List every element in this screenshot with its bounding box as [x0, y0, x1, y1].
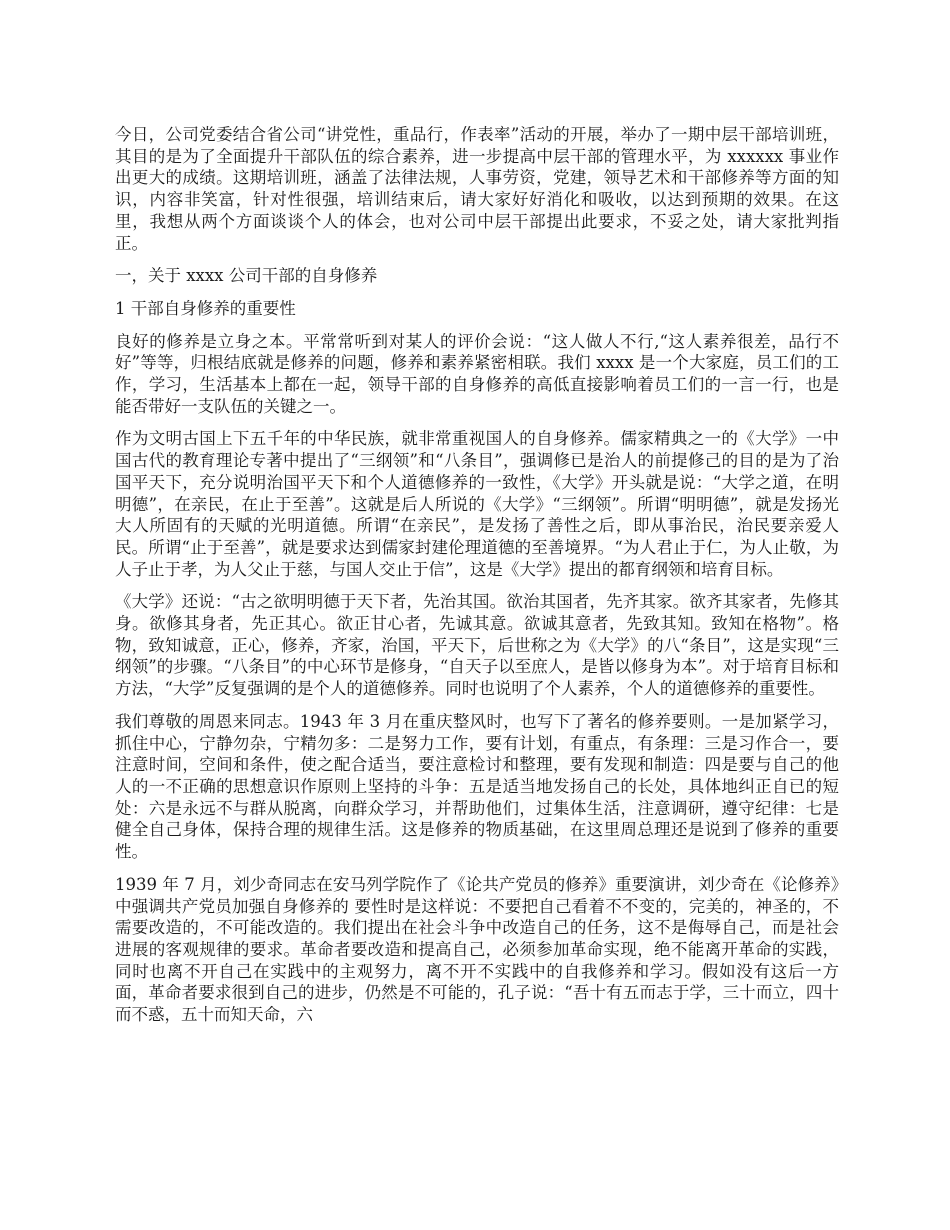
subsection-heading: 1 干部自身修养的重要性	[115, 298, 296, 318]
section-heading: 一，关于 xxxx 公司干部的自身修养	[115, 266, 378, 286]
body-paragraph: 1939 年 7 月，刘少奇同志在安马列学院作了《论共产党员的修养》重要演讲，刘少奇在《论修养》中强调共产党员加强自身修养的 要性时是这样说：不要把自己看着不不变的，完美的，神圣的，不需要改造的，不可能改造的。我们提出在社会斗争中改造自己的任务，这不是侮辱自己，而是社会进展的客观规律的要求。革命者要改造和提高自己，必须参加革命实现，绝不能离开革命的实践，同时也离不开自己在实践中的主观努力，离不开不实践中的自我修养和学习。假如没有这后一方面，革命者要求很到自己的进步，仍然是不可能的，孔子说：“吾十有五而志于学，三十而立，四十而不惑，五十而知天命，六	[115, 874, 839, 1025]
body-paragraph: 作为文明古国上下五千年的中华民族，就非常重视国人的自身修养。儒家精典之一的《大学》一中国古代的教育理论专著中提出了“三纲领”和“八条目”，强调修已是治人的前提修己的目的是为了治国平天下，充分说明治国平天下和个人道德修养的一致性，《大学》开头就是说：“大学之道，在明明德”，在亲民，在止于至善”。这就是后人所说的《大学》“三纲领”。所谓“明明德”，就是发扬光大人所固有的天赋的光明道德。所谓“在亲民”，是发扬了善性之后，即从事治民，治民要亲爱人民。所谓“止于至善”，就是要求达到儒家封建伦理道德的至善境界。“为人君止于仁，为人止敬，为人子止于孝，为人父止于慈，与国人交止于信”，这是《大学》提出的都育纲领和培育目标。	[115, 429, 839, 579]
body-paragraph: 我们尊敬的周恩来同志。1943 年 3 月在重庆整风时，也写下了著名的修养要则。一是加紧学习，抓住中心，宁静勿杂，宁精勿多：二是努力工作，要有计划，有重点，有条理：三是习作合一，要注意时间，空间和条件，使之配合适当，要注意检讨和整理，要有发现和制造：四是要与自己的他人的一不正确的思想意识作原则上坚持的斗争：五是适当地发扬自己的长处，具体地纠正自已的短处：六是永远不与群从脱离，向群众学习，并帮助他们，过集体生活，注意调研，遵守纪律：七是健全自己身体，保持合理的规律生活。这是修养的物质基础，在这里周总理还是说到了修养的重要性。	[115, 711, 839, 862]
body-paragraph: 良好的修养是立身之本。平常常听到对某人的评价会说：“这人做人不行,“这人素养很差，品行不好”等等，归根结底就是修养的问题，修养和素养紧密相联。我们 xxxx 是一个大家庭，员工们的工作，学习，生活基本上都在一起，领导干部的自身修养的高低直接影响着员工们的一言一行，也是能否带好一支队伍的关键之一。	[115, 331, 839, 416]
intro-paragraph: 今日，公司党委结合省公司“讲党性，重品行，作表率”活动的开展，举办了一期中层干部培训班，其目的是为了全面提升干部队伍的综合素养，进一步提高中层干部的管理水平，为 xxxxxx 事业作出更大的成绩。这期培训班，涵盖了法律法规，人事劳资，党建，领导艺术和干部修养等方面的知识，内容非笑富，针对性很强，培训结束后，请大家好好消化和吸收，以达到预期的效果。在这里，我想从两个方面谈谈个人的体会，也对公司中层干部提出此要求，不妥之处，请大家批判指正。	[115, 125, 839, 253]
body-paragraph: 《大学》还说：“古之欲明明德于天下者，先治其国。欲治其国者，先齐其家。欲齐其家者，先修其身。欲修其身者，先正其心。欲正甘心者，先诚其意。欲诚其意者，先致其知。致知在格物”。格物，致知诚意，正心，修养，齐家，治国，平天下，后世称之为《大学》的八“条目”，这是实现“三纲领”的步骤。“八条目”的中心环节是修身，“自天子以至庶人，是皆以修身为本”。对于培育目标和方法，“大学”反复强调的是个人的道德修养。同时也说明了个人素养，个人的道德修养的重要性。	[115, 592, 839, 699]
document-body	[115, 124, 839, 1037]
